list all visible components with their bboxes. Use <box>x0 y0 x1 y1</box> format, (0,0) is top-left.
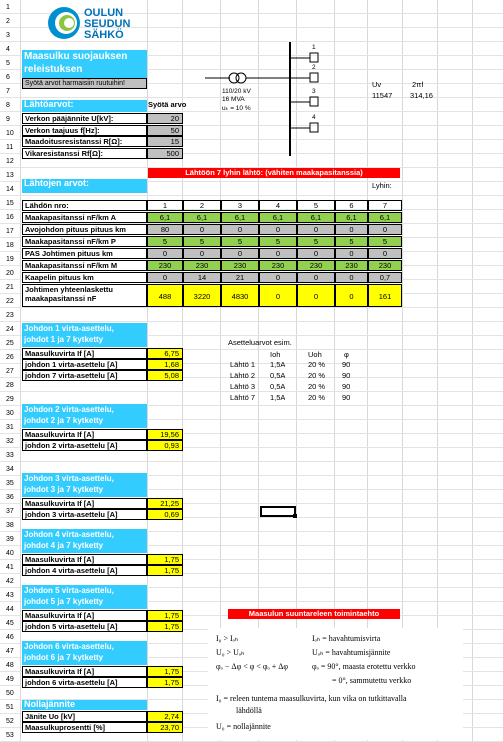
block-header-line2: johdot 4 ja 7 kytketty <box>24 541 104 550</box>
table-cell: 230 <box>147 260 183 271</box>
formula-b3: φₒ = 90°, maasta erotettu verkko <box>312 662 416 671</box>
row-number: 46 <box>6 634 14 641</box>
formula-a1: I₀ > Iₒₕ <box>216 634 239 643</box>
table-cell[interactable]: 0 <box>297 272 335 283</box>
table-cell[interactable]: 0 <box>183 248 221 259</box>
formula-a2: U₀ > Uₒₕ <box>216 648 245 657</box>
row-number: 38 <box>6 522 14 529</box>
row-number: 28 <box>6 382 14 389</box>
relay-condition-banner: Maasulun suuntareleen toimintaehto <box>228 609 400 619</box>
row-number: 20 <box>6 270 14 277</box>
row-number: 10 <box>6 130 14 137</box>
row-number: 9 <box>6 116 10 123</box>
earth-fault-percent-label: Maasulkuprosentti [%] <box>22 722 147 733</box>
row-number: 22 <box>6 298 14 305</box>
table-row-label: Maakapasitanssi nF/km A <box>22 212 147 223</box>
table-cell: 230 <box>368 260 402 271</box>
formula-b1: Iₒₕ = havahtumisvirta <box>312 634 381 643</box>
zero-voltage-value[interactable]: 2,74 <box>147 711 183 722</box>
table-cell[interactable]: 0 <box>147 272 183 283</box>
table-total-label <box>22 284 147 307</box>
company-logo <box>46 4 136 44</box>
row-number: 41 <box>6 564 14 571</box>
block-row-value: 1,75 <box>147 666 183 677</box>
input-column-header: Syötä arvo <box>148 100 187 109</box>
settings-cell: 0,5A <box>270 382 286 391</box>
input-value[interactable]: 50 <box>147 125 183 136</box>
table-row-label: Kaapelin pituus km <box>22 272 147 283</box>
table-total-cell: 0 <box>259 284 297 307</box>
row-number: 27 <box>6 368 14 375</box>
page-title-line2: releistuksen <box>24 64 83 75</box>
settings-col-header: φ <box>344 350 349 359</box>
table-cell: 230 <box>259 260 297 271</box>
block-header-line2: johdot 1 ja 7 kytketty <box>24 335 104 344</box>
input-label: Vikaresistanssi Rf[Ω]: <box>22 148 147 159</box>
table-cell: 6,1 <box>259 212 297 223</box>
settings-col-header: Uoh <box>308 350 322 359</box>
table-cell: 6,1 <box>183 212 221 223</box>
row-number: 4 <box>6 46 10 53</box>
table-cell[interactable]: 0 <box>297 224 335 235</box>
page-title-line1: Maasulku suojauksen <box>24 51 128 62</box>
input-label: Verkon taajuus f[Hz]: <box>22 125 147 136</box>
block-row-label: Maasulkuvirta If [A] <box>22 348 147 359</box>
feeder-label-3: 3 <box>312 88 316 95</box>
row-number: 21 <box>6 284 14 291</box>
table-head-cell: 5 <box>297 200 335 211</box>
row-number: 53 <box>6 732 14 739</box>
logo-text-1: OULUN <box>84 7 124 19</box>
block-header-line2: johdot 2 ja 7 kytketty <box>24 416 104 425</box>
2pif-header: 2πf <box>412 80 424 89</box>
settings-col-header: Ioh <box>270 350 281 359</box>
block-row-label: Maasulkuvirta If [A] <box>22 554 147 565</box>
row-number: 8 <box>6 102 10 109</box>
block-header-line1: Johdon 3 virta-asettelu, <box>24 474 114 483</box>
table-cell: 5 <box>221 236 259 247</box>
table-cell[interactable]: 14 <box>183 272 221 283</box>
table-cell: 5 <box>297 236 335 247</box>
settings-cell: Lähtö 3 <box>230 382 256 391</box>
row-number: 16 <box>6 214 14 221</box>
row-number: 37 <box>6 508 14 515</box>
block-row-label: johdon 6 virta-asettelu [A] <box>22 677 147 688</box>
table-cell: 5 <box>183 236 221 247</box>
row-number: 2 <box>6 18 10 25</box>
settings-cell: 20 % <box>308 360 326 369</box>
block-row-label: johdon 3 virta-asettelu [A] <box>22 509 147 520</box>
table-cell: 6,1 <box>335 212 368 223</box>
row-number: 30 <box>6 410 14 417</box>
table-cell: 230 <box>335 260 368 271</box>
row-number: 47 <box>6 648 14 655</box>
table-total-cell: 4830 <box>221 284 259 307</box>
settings-cell: 20 % <box>308 371 326 380</box>
formula-a3: φₒ − Δφ < φ < φₒ + Δφ <box>216 662 289 671</box>
block-header <box>22 473 147 497</box>
block-header-line1: Johdon 1 virta-asettelu, <box>24 324 114 333</box>
row-number: 32 <box>6 438 14 445</box>
row-number: 17 <box>6 228 14 235</box>
row-number: 19 <box>6 256 14 263</box>
table-cell[interactable]: 0 <box>183 224 221 235</box>
table-cell: 230 <box>297 260 335 271</box>
block-row-value: 6,75 <box>147 348 183 359</box>
formula-image <box>208 628 463 740</box>
row-number: 15 <box>6 200 14 207</box>
block-header <box>22 585 147 609</box>
table-cell[interactable]: 0 <box>259 224 297 235</box>
table-cell: 6,1 <box>368 212 402 223</box>
block-header <box>22 529 147 553</box>
table-cell: 230 <box>221 260 259 271</box>
table-cell[interactable]: 0 <box>368 248 402 259</box>
table-cell: 6,1 <box>297 212 335 223</box>
row-number: 34 <box>6 466 14 473</box>
table-cell: 5 <box>335 236 368 247</box>
table-cell[interactable]: 0 <box>259 248 297 259</box>
row-number: 42 <box>6 578 14 585</box>
row-number: 44 <box>6 606 14 613</box>
sheet-row <box>0 308 503 322</box>
table-row-label: Avojohdon pituus pituus km <box>22 224 147 235</box>
block-row-value: 1,68 <box>147 359 183 370</box>
block-row-value: 1,75 <box>147 565 183 576</box>
block-header-line1: Johdon 2 virta-asettelu, <box>24 405 114 414</box>
block-row-label: johdon 1 virta-asettelu [A] <box>22 359 147 370</box>
logo-text-2: SEUDUN <box>84 18 131 30</box>
table-total-cell: 161 <box>368 284 402 307</box>
table-cell: 6,1 <box>221 212 259 223</box>
row-number: 29 <box>6 396 14 403</box>
block-row-value: 0,93 <box>147 440 183 451</box>
diagram-label-1: 110/20 kV <box>222 88 251 95</box>
block-header-line1: Johdon 5 virta-asettelu, <box>24 586 114 595</box>
total-label-line2: maakapasitanssi nF <box>25 294 97 303</box>
block-row-value: 1,75 <box>147 621 183 632</box>
row-number: 13 <box>6 172 14 179</box>
table-cell[interactable]: 0 <box>297 248 335 259</box>
row-number: 31 <box>6 424 14 431</box>
block-row-value: 19,56 <box>147 429 183 440</box>
table-cell[interactable]: 0 <box>335 248 368 259</box>
table-row-label: PAS Johtimen pituus km <box>22 248 147 259</box>
table-total-cell: 3220 <box>183 284 221 307</box>
row-number: 48 <box>6 662 14 669</box>
table-total-cell: 0 <box>335 284 368 307</box>
row-number: 39 <box>6 536 14 543</box>
table-cell: 5 <box>368 236 402 247</box>
formula-c2: lähdöllä <box>236 706 262 715</box>
feeder-label-2: 2 <box>312 64 316 71</box>
settings-cell: Lähtö 7 <box>230 393 256 402</box>
substation-diagram-icon <box>200 40 340 158</box>
table-cell[interactable]: 21 <box>221 272 259 283</box>
row-number: 40 <box>6 550 14 557</box>
settings-cell: 1,5A <box>270 393 286 402</box>
row-number: 50 <box>6 690 14 697</box>
row-number: 52 <box>6 718 14 725</box>
row-number: 3 <box>6 32 10 39</box>
selected-cell[interactable] <box>260 506 296 517</box>
formula-b4: = 0°, sammutettu verkko <box>332 676 412 685</box>
row-number: 49 <box>6 676 14 683</box>
feeder-label-4: 4 <box>312 114 316 121</box>
row-number: 12 <box>6 158 14 165</box>
network-diagram <box>200 40 340 158</box>
block-row-label: johdon 5 virta-asettelu [A] <box>22 621 147 632</box>
row-number: 6 <box>6 74 10 81</box>
feeder-values-header: Lähtojen arvot: <box>22 179 147 193</box>
row-number: 33 <box>6 452 14 459</box>
table-head-cell: 6 <box>335 200 368 211</box>
table-head-cell: 2 <box>183 200 221 211</box>
table-cell: 230 <box>183 260 221 271</box>
instruction-note: Syötä arvot harmaisiin ruutuihin! <box>22 78 147 89</box>
block-row-label: Maasulkuvirta If [A] <box>22 666 147 677</box>
settings-cell: Lähtö 2 <box>230 371 256 380</box>
input-value[interactable]: 500 <box>147 148 183 159</box>
uv-header: Uv <box>372 80 382 89</box>
settings-cell: 90 <box>342 382 351 391</box>
row-number: 45 <box>6 620 14 627</box>
table-cell[interactable]: 0 <box>259 272 297 283</box>
settings-cell: 0,5A <box>270 371 286 380</box>
block-header-line2: johdot 5 ja 7 kytketty <box>24 597 104 606</box>
settings-cell: 20 % <box>308 393 326 402</box>
row-number: 23 <box>6 312 14 319</box>
row-number: 1 <box>6 4 10 11</box>
table-cell[interactable]: 0 <box>335 224 368 235</box>
block-row-value: 0,69 <box>147 509 183 520</box>
row-number: 36 <box>6 494 14 501</box>
fill-handle[interactable] <box>293 514 297 518</box>
settings-cell: 90 <box>342 393 351 402</box>
block-row-value: 1,75 <box>147 677 183 688</box>
input-value[interactable]: 15 <box>147 136 183 147</box>
settings-cell: 1,5A <box>270 360 286 369</box>
block-row-label: johdon 4 virta-asettelu [A] <box>22 565 147 576</box>
formula-b2: Uₒₕ = havahtumisjännite <box>312 648 391 657</box>
block-row-value: 21,25 <box>147 498 183 509</box>
table-head-label: Lähdön nro: <box>22 200 147 211</box>
table-row-label: Maakapasitanssi nF/km P <box>22 236 147 247</box>
logo-swirl-icon <box>46 4 82 42</box>
row-number: 24 <box>6 326 14 333</box>
block-row-label: johdon 2 virta-asettelu [A] <box>22 440 147 451</box>
formula-c1: I₀ = releen tuntema maasulkuvirta, kun vika on tutkittavalla <box>216 694 407 703</box>
block-row-label: Maasulkuvirta If [A] <box>22 498 147 509</box>
row-number: 43 <box>6 592 14 599</box>
table-cell[interactable]: 80 <box>147 224 183 235</box>
input-label: Verkon pääjännite U[kV]: <box>22 113 147 124</box>
block-header-line2: johdot 3 ja 7 kytketty <box>24 485 104 494</box>
shortest-label: Lyhin: <box>372 181 392 190</box>
longest-feeder-banner: Lähtöön 7 lyhin lähtö: (vähiten maakapasitanssia) <box>148 168 400 178</box>
settings-title: Asetteluarvot esim. <box>228 338 292 347</box>
block-header-line1: Johdon 4 virta-asettelu, <box>24 530 114 539</box>
settings-cell: 90 <box>342 360 351 369</box>
row-number: 35 <box>6 480 14 487</box>
row-number: 25 <box>6 340 14 347</box>
table-cell[interactable]: 0 <box>368 224 402 235</box>
table-cell[interactable]: 0 <box>221 224 259 235</box>
table-row-label: Maakapasitanssi nF/km M <box>22 260 147 271</box>
table-cell: 5 <box>259 236 297 247</box>
page-title-box <box>22 50 147 78</box>
input-label: Maadoitusresistanssi R[Ω]: <box>22 136 147 147</box>
settings-cell: 90 <box>342 371 351 380</box>
row-number: 51 <box>6 704 14 711</box>
table-head-cell: 3 <box>221 200 259 211</box>
2pif-value: 314,16 <box>410 91 433 100</box>
block-header-line2: johdot 6 ja 7 kytketty <box>24 653 104 662</box>
block-header-line1: Johdon 6 virta-asettelu, <box>24 642 114 651</box>
block-header <box>22 404 147 428</box>
table-cell[interactable]: 0,7 <box>368 272 402 283</box>
block-header <box>22 641 147 665</box>
settings-cell: Lähtö 1 <box>230 360 256 369</box>
diagram-label-3: uₖ = 10 % <box>222 105 251 112</box>
zero-voltage-label: Jänite Uo [kV] <box>22 711 147 722</box>
table-head-cell: 7 <box>368 200 402 211</box>
earth-fault-percent-value[interactable]: 23,70 <box>147 722 183 733</box>
logo-text-3: SÄHKÖ <box>84 29 124 41</box>
table-cell: 5 <box>147 236 183 247</box>
total-label-line1: Johtimen yhteenlaskettu <box>25 285 113 294</box>
table-cell[interactable]: 0 <box>335 272 368 283</box>
zero-voltage-header: Nollajännite <box>22 700 147 710</box>
table-cell[interactable]: 0 <box>221 248 259 259</box>
uv-value: 11547 <box>372 91 393 100</box>
block-row-value: 5,08 <box>147 370 183 381</box>
table-total-cell: 0 <box>297 284 335 307</box>
block-row-label: Maasulkuvirta If [A] <box>22 610 147 621</box>
table-total-cell: 488 <box>147 284 183 307</box>
input-section-header: Lähtöarvot: <box>22 100 147 112</box>
settings-cell: 20 % <box>308 382 326 391</box>
block-header <box>22 323 147 347</box>
block-row-value: 1,75 <box>147 554 183 565</box>
row-number: 14 <box>6 186 14 193</box>
row-number: 26 <box>6 354 14 361</box>
row-number: 18 <box>6 242 14 249</box>
input-value[interactable]: 20 <box>147 113 183 124</box>
block-row-label: Maasulkuvirta If [A] <box>22 429 147 440</box>
row-number: 11 <box>6 144 14 151</box>
feeder-label-1: 1 <box>312 44 316 51</box>
diagram-label-2: 16 MVA <box>222 96 245 103</box>
row-number: 5 <box>6 60 10 67</box>
formula-c3: U₀ = nollajännite <box>216 722 271 731</box>
table-cell[interactable]: 0 <box>147 248 183 259</box>
table-head-cell: 1 <box>147 200 183 211</box>
block-row-value: 1,75 <box>147 610 183 621</box>
table-head-cell: 4 <box>259 200 297 211</box>
table-cell: 6,1 <box>147 212 183 223</box>
row-number: 7 <box>6 88 10 95</box>
block-row-label: johdon 7 virta-asettelu [A] <box>22 370 147 381</box>
